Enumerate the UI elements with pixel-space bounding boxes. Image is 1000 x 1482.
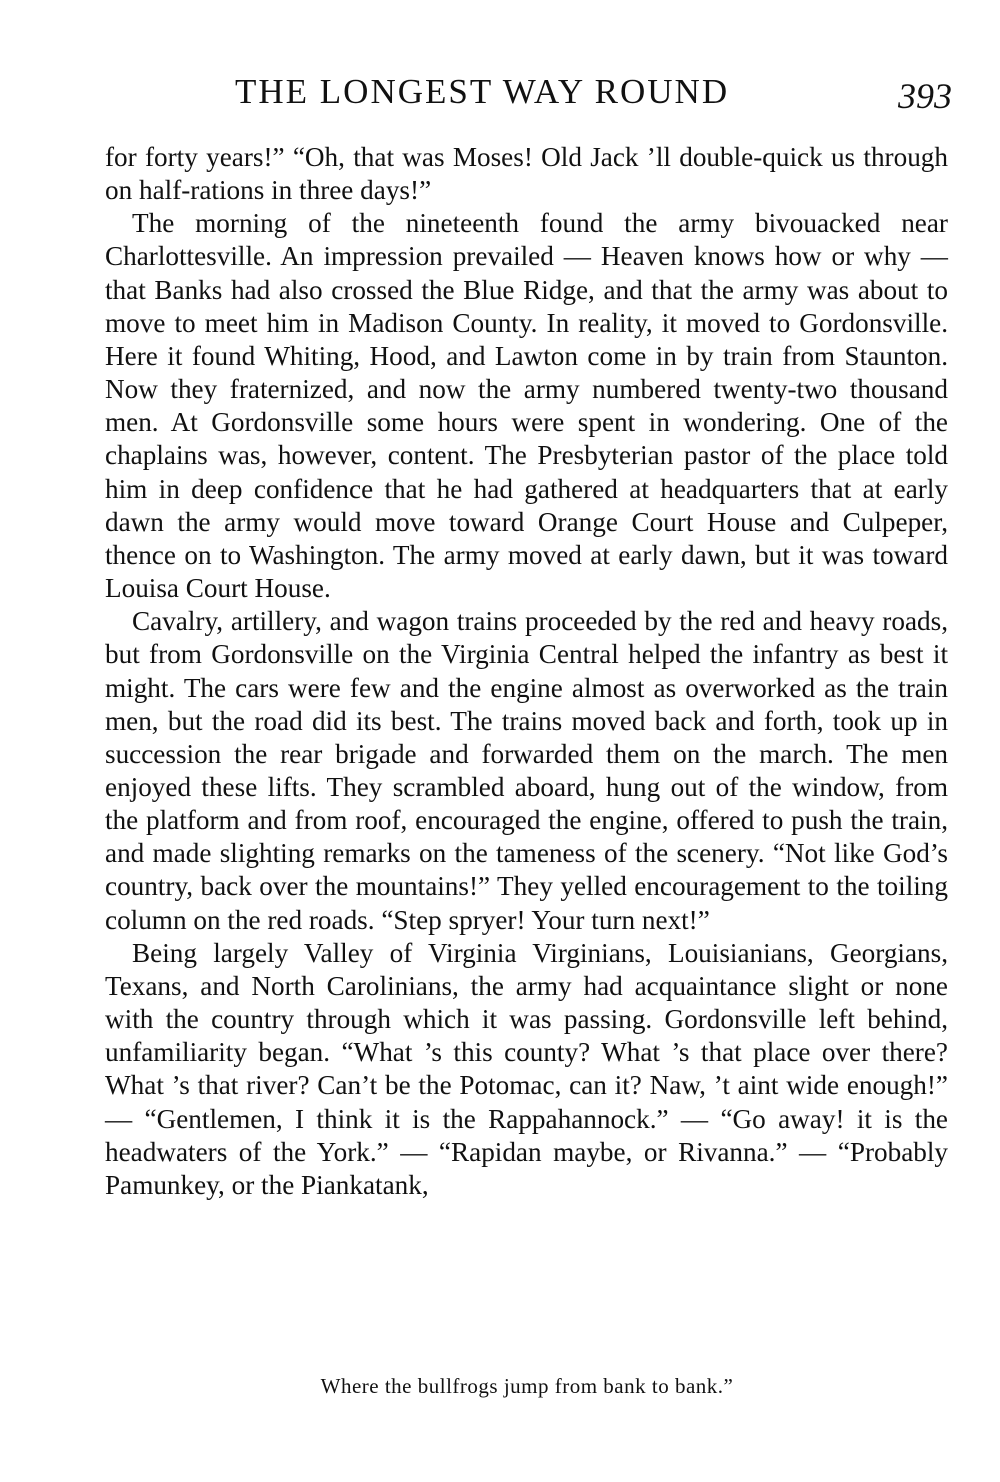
running-head bbox=[107, 72, 952, 116]
verse-line: Where the bullfrogs jump from bank to bank.” bbox=[320, 1374, 734, 1398]
verse-quotation bbox=[0, 1373, 1000, 1399]
running-head-title: THE LONGEST WAY ROUND bbox=[235, 72, 730, 111]
body-text bbox=[105, 141, 948, 1202]
paragraph: Cavalry, artillery, and wagon trains proceeded by the red and heavy roads, but from Gordonsville on the Virginia Central helped the infantry as best it might. The cars were few and the engine almost as overworked as the train men, but the road did its best. The trains moved back and forth, took up in succession the rear brigade and forwarded them on the march. The men enjoyed these lifts. They scrambled aboard, hung out of the window, from the platform and from roof, encouraged the engine, offered to push the train, and made slighting remarks on the tameness of the scenery. “Not like God’s country, back over the mountains!” They yelled encouragement to the toiling column on the red roads. “Step spryer! Your turn next!” bbox=[105, 606, 948, 935]
page-number: 393 bbox=[898, 76, 952, 116]
paragraph-continued: for forty years!” “Oh, that was Moses! Old Jack ’ll double-quick us through on half-rations in three days!” bbox=[105, 142, 948, 206]
paragraph: The morning of the nineteenth found the army bivouacked near Charlottesville. An impression prevailed — Heaven knows how or why — that Banks had also crossed the Blue Ridge, and that the army was about to move to meet him in Madison County. In reality, it moved to Gordonsville. Here it found Whiting, Hood, and Lawton come in by train from Staunton. Now they fraternized, and now the army numbered twenty-two thousand men. At Gordonsville some hours were spent in wondering. One of the chaplains was, however, content. The Presbyterian pastor of the place told him in deep confidence that he had gathered at headquarters that at early dawn the army would move toward Orange Court House and Culpeper, thence on to Washington. The army moved at early dawn, but it was toward Louisa Court House. bbox=[105, 208, 948, 604]
paragraph: Being largely Valley of Virginia Virginians, Louisianians, Georgians, Texans, and North Carolinians, the army had acquaintance slight or none with the country through which it was passing. Gordonsville left behind, unfamiliarity began. “What ’s this county? What ’s that place over there? What ’s that river? Can’t be the Potomac, can it? Naw, ’t aint wide enough!” — “Gentlemen, I think it is the Rappahannock.” — “Go away! it is the headwaters of the York.” — “Rapidan maybe, or Rivanna.” — “Probably Pamunkey, or the Piankatank, bbox=[105, 937, 948, 1200]
